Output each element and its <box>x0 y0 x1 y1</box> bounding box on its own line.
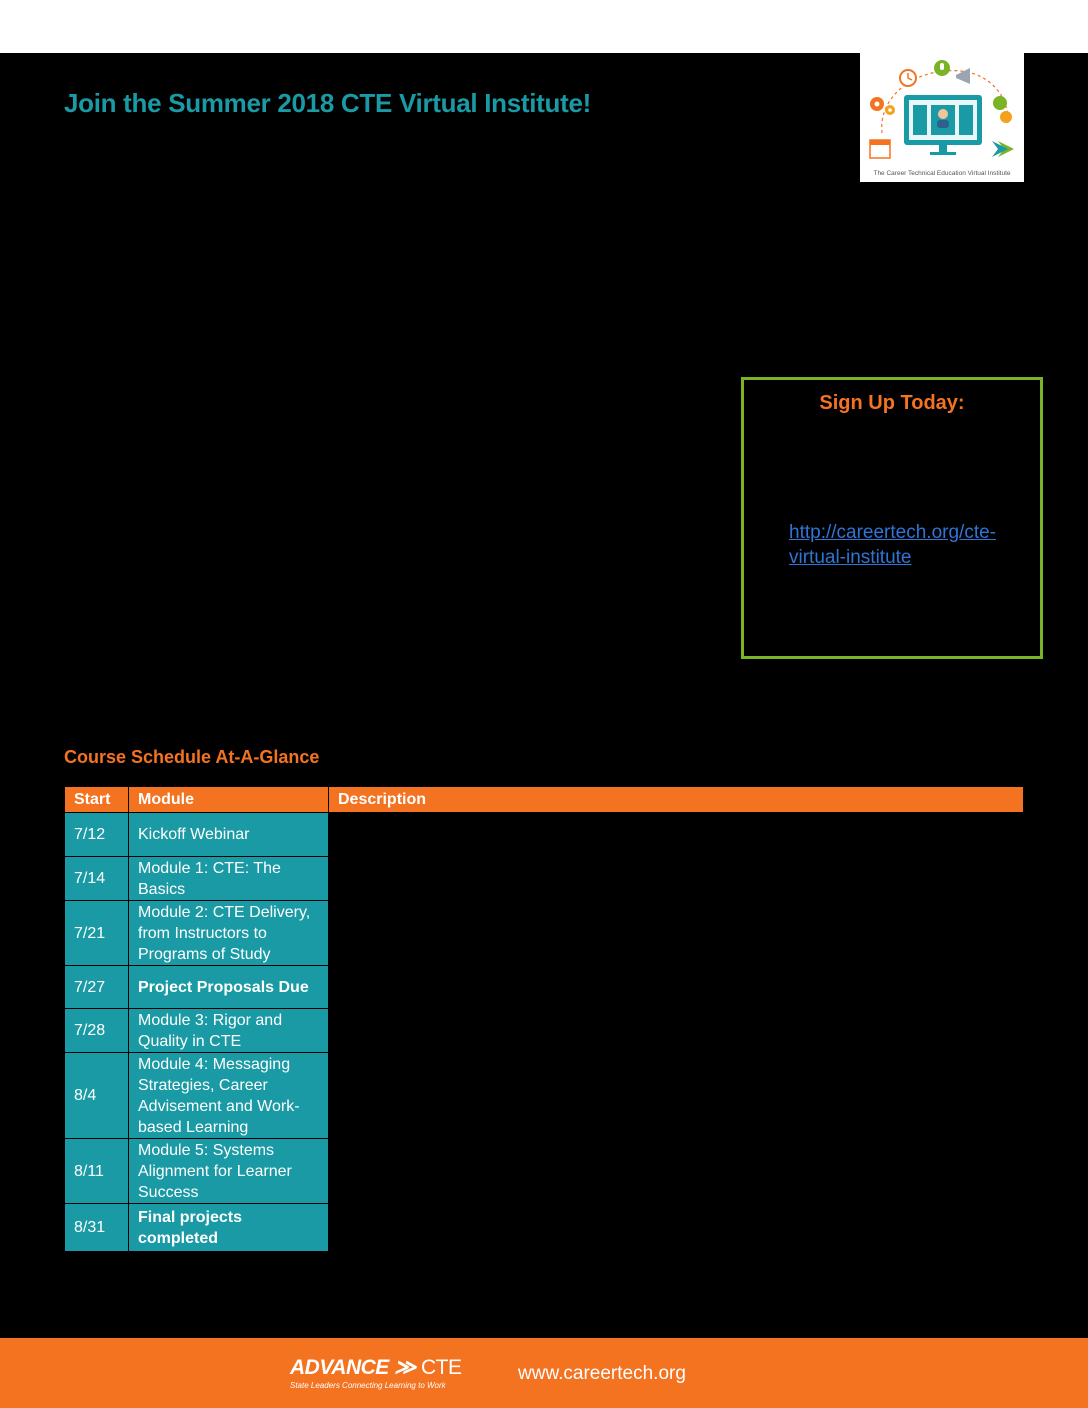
institute-logo <box>860 53 1024 182</box>
footer-url: www.careertech.org <box>518 1363 686 1384</box>
start-cell: 7/21 <box>65 901 129 966</box>
module-cell: Module 1: CTE: The Basics <box>129 857 329 901</box>
description-cell <box>329 901 1024 966</box>
table-header-row <box>65 787 1024 813</box>
module-cell: Kickoff Webinar <box>129 813 329 857</box>
start-cell: 7/28 <box>65 1009 129 1053</box>
start-cell: 8/31 <box>65 1204 129 1252</box>
module-cell: Project Proposals Due <box>129 966 329 1009</box>
start-cell: 8/4 <box>65 1053 129 1139</box>
footer <box>0 1338 1088 1408</box>
module-cell: Module 4: Messaging Strategies, Career Advisement and Work-based Learning <box>129 1053 329 1139</box>
signup-link[interactable]: http://careertech.org/cte-virtual-institute <box>789 522 996 568</box>
signup-box <box>741 377 1043 659</box>
table-row <box>65 966 1024 1009</box>
table-row <box>65 1009 1024 1053</box>
table-row <box>65 857 1024 901</box>
table-row <box>65 901 1024 966</box>
signup-title: Sign Up Today: <box>819 392 965 414</box>
description-cell <box>329 1053 1024 1139</box>
column-header-description: Description <box>329 787 1024 813</box>
brand-advance: ADVANCE <box>290 1356 389 1379</box>
table-row <box>65 1139 1024 1204</box>
schedule-table <box>64 786 1024 1252</box>
module-cell: Module 2: CTE Delivery, from Instructors to Programs of Study <box>129 901 329 966</box>
module-cell: Module 5: Systems Alignment for Learner Success <box>129 1139 329 1204</box>
start-cell: 7/14 <box>65 857 129 901</box>
logo-caption: The Career Technical Education Virtual Institute <box>873 170 1011 177</box>
description-cell <box>329 1009 1024 1053</box>
module-cell: Module 3: Rigor and Quality in CTE <box>129 1009 329 1053</box>
start-cell: 7/27 <box>65 966 129 1009</box>
start-cell: 8/11 <box>65 1139 129 1204</box>
brand-tagline: State Leaders Connecting Learning to Work <box>290 1381 446 1390</box>
description-cell <box>329 857 1024 901</box>
description-cell <box>329 1204 1024 1252</box>
table-row <box>65 813 1024 857</box>
table-row <box>65 1204 1024 1252</box>
column-header-start: Start <box>65 787 129 813</box>
column-header-module: Module <box>129 787 329 813</box>
start-cell: 7/12 <box>65 813 129 857</box>
module-cell: Final projects completed <box>129 1204 329 1252</box>
brand-cte: CTE <box>420 1356 462 1379</box>
schedule-heading: Course Schedule At-A-Glance <box>64 747 320 767</box>
description-cell <box>329 813 1024 857</box>
page-title: Join the Summer 2018 CTE Virtual Institute! <box>64 88 591 118</box>
advance-cte-logo <box>290 1355 461 1390</box>
description-cell <box>329 966 1024 1009</box>
description-cell <box>329 1139 1024 1204</box>
chevron-right-icon: ≫ <box>388 1356 421 1379</box>
table-row <box>65 1053 1024 1139</box>
